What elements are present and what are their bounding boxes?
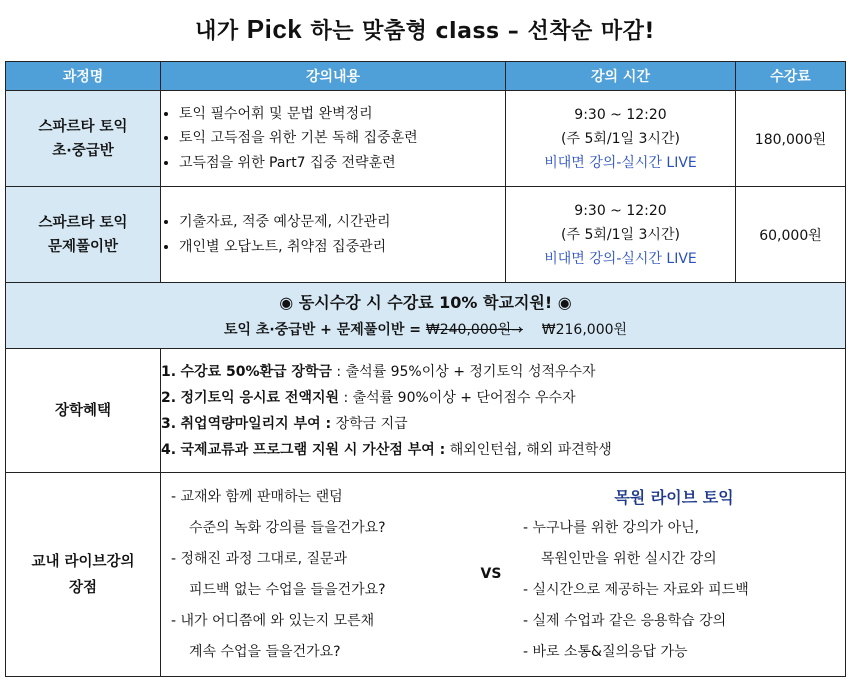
compare-right-title: 목원 라이브 토익 bbox=[614, 487, 734, 507]
promo-main: ◉ 동시수강 시 수강료 10% 학교지원! ◉ bbox=[279, 292, 572, 312]
live-label: 비대면 강의-실시간 LIVE bbox=[544, 250, 697, 267]
course-name: 스파르타 토익 초·중급반 bbox=[6, 91, 161, 187]
page-title: 내가 Pick 하는 맞춤형 class – 선착순 마감! bbox=[195, 14, 655, 44]
list-item: 4. 국제교류과 프로그램 지원 시 가산점 부여 : 해외인턴쉽, 해외 파견학생 bbox=[161, 441, 612, 458]
scholarship-row bbox=[6, 349, 846, 473]
new-price: ₩216,000원 bbox=[541, 321, 628, 338]
list-item: 3. 취업역량마일리지 부여 : 장학금 지급 bbox=[161, 415, 408, 432]
header-fee: 수강료 bbox=[736, 62, 846, 91]
title-pick: Pick bbox=[246, 14, 303, 44]
compare-label: 교내 라이브강의 장점 bbox=[6, 473, 161, 677]
course-time: 9:30 ~ 12:20 (주 5회/1일 3시간) 비대면 강의-실시간 LIVE bbox=[506, 91, 736, 187]
course-content bbox=[161, 187, 506, 283]
table-header-row bbox=[6, 62, 846, 91]
promo-row bbox=[6, 283, 846, 349]
header-course-name: 과정명 bbox=[6, 62, 161, 91]
course-table bbox=[5, 61, 846, 677]
vs-label: VS bbox=[480, 566, 502, 582]
list-item: • 고득점을 위한 Part7 집중 전략훈련 bbox=[179, 151, 505, 176]
scholarship-label: 장학혜택 bbox=[6, 349, 161, 473]
table-row bbox=[6, 187, 846, 283]
compare-row bbox=[6, 473, 846, 677]
scholarship-list bbox=[161, 349, 846, 473]
course-fee: 180,000원 bbox=[736, 91, 846, 187]
course-time: 9:30 ~ 12:20 (주 5회/1일 3시간) 비대면 강의-실시간 LIVE bbox=[506, 187, 736, 283]
list-item: • 기출자료, 적중 예상문제, 시간관리 bbox=[179, 210, 505, 235]
list-item: • 토익 고득점을 위한 기본 독해 집중훈련 bbox=[179, 126, 505, 151]
header-content: 강의내용 bbox=[161, 62, 506, 91]
course-content bbox=[161, 91, 506, 187]
course-name: 스파르타 토익 문제풀이반 bbox=[6, 187, 161, 283]
promo-sub: 토익 초·중급반 + 문제풀이반 = ₩240,000원→ ₩216,000원 bbox=[223, 321, 628, 338]
compare-content bbox=[161, 473, 846, 677]
live-label: 비대면 강의-실시간 LIVE bbox=[544, 154, 697, 171]
list-item: • 토익 필수어휘 및 문법 완벽정리 bbox=[179, 102, 505, 127]
promo-banner bbox=[6, 283, 846, 349]
old-price: ₩240,000원→ bbox=[425, 321, 523, 338]
table-row bbox=[6, 91, 846, 187]
list-item: 2. 정기토익 응시료 전액지원 : 출석률 90%이상 + 단어점수 우수자 bbox=[161, 389, 576, 406]
header-time: 강의 시간 bbox=[506, 62, 736, 91]
compare-right: 목원 라이브 토익 - 누구나를 위한 강의가 아닌, 목원인만을 위한 실시간 강의 - 실시간으로 제공하는 자료와 피드백 - 실제 수업과 같은 응용학습 강의 - 바로 소통&질의응답 가능 bbox=[511, 482, 845, 668]
list-item: 1. 수강료 50%환급 장학금 : 출석률 95%이상 + 정기토익 성적우수자 bbox=[161, 363, 596, 380]
list-item: • 개인별 오답노트, 취약점 집중관리 bbox=[179, 235, 505, 260]
compare-left: - 교재와 함께 판매하는 랜덤 수준의 녹화 강의를 들을건가요? - 정해진 과정 그대로, 질문과 피드백 없는 수업을 들을건가요? - 내가 어디쯤에 와 있는지 모른채 계속 수업을 들을건가요? bbox=[171, 488, 386, 660]
course-fee: 60,000원 bbox=[736, 187, 846, 283]
